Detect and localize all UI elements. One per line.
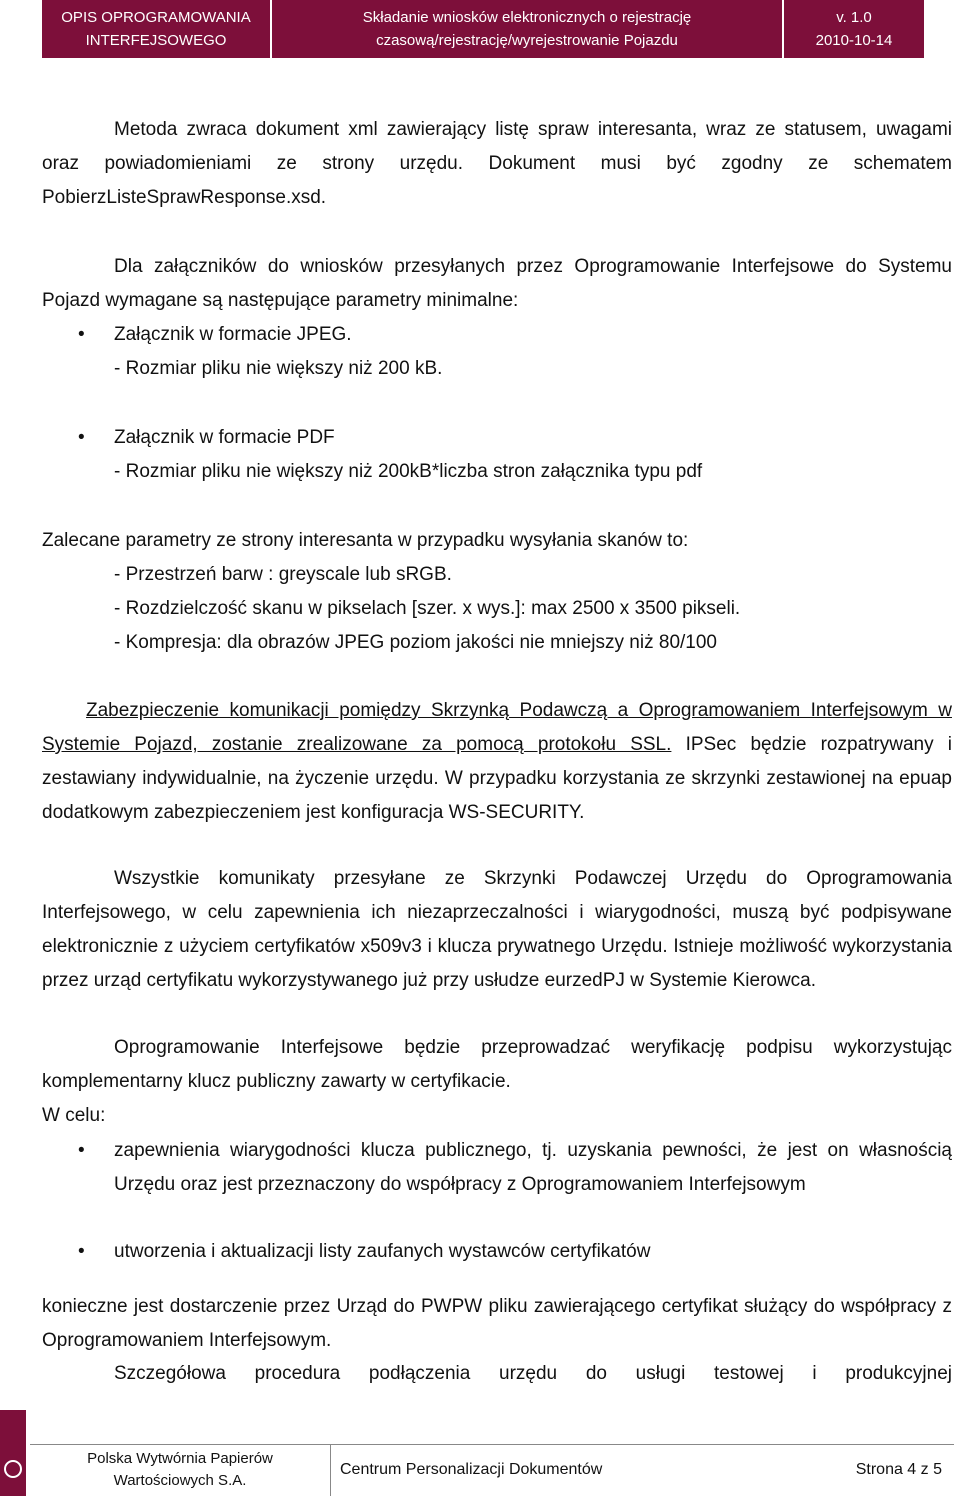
bullet-pdf-size: - Rozmiar pliku nie większy niż 200kB*liczba stron załącznika typu pdf — [114, 461, 703, 482]
bullet-icon: • — [78, 324, 85, 345]
bullet-jpeg-size: - Rozmiar pliku nie większy niż 200 kB. — [114, 358, 443, 379]
paragraph-procedure: Szczegółowa procedura podłączenia urzędu do usługi testowej i produkcyjnej — [114, 1363, 952, 1384]
scan-item: - Przestrzeń barw : greyscale lub sRGB. — [114, 564, 452, 585]
bullet-icon: • — [78, 1241, 85, 1262]
footer-department: Centrum Personalizacji Dokumentów — [340, 1461, 603, 1478]
header-version: v. 1.0 2010-10-14 — [784, 0, 924, 58]
bullet-pdf: Załącznik w formacie PDF — [114, 427, 335, 448]
scan-intro: Zalecane parametry ze strony interesanta w przypadku wysyłania skanów to: — [42, 530, 689, 551]
pwpw-logo — [0, 1410, 26, 1496]
footer-page-number: Strona 4 z 5 — [855, 1461, 942, 1478]
scan-item: - Rozdzielczość skanu w pikselach [szer. x wys.]: max 2500 x 3500 pikseli. — [114, 598, 741, 619]
paragraph-verification: Oprogramowanie Interfejsowe będzie przeprowadzać weryfikację podpisu wykorzystując komplementarny klucz publiczny zawarty w certyfikacie. — [42, 1037, 952, 1092]
header-subject: Składanie wniosków elektronicznych o rejestrację czasową/rejestrację/wyrejestrowanie Pojazdu — [272, 0, 782, 58]
header-document-title: OPIS OPROGRAMOWANIA INTERFEJSOWEGO — [42, 0, 270, 58]
paragraph-messages: Wszystkie komunikaty przesyłane ze Skrzynki Podawczej Urzędu do Oprogramowania Interfejsowego, w celu zapewnienia ich niezaprzeczalności i wiarygodności, muszą być podpisywane elektronicznie z użyciem certyfikatów x509v3 i klucza prywatnego Urzędu. Istnieje możliwość wykorzystania przez urząd certyfikatu wykorzystywanego już przy usłudze eurzedPJ w Systemie Kierowca. — [42, 868, 952, 991]
bullet-jpeg: Załącznik w formacie JPEG. — [114, 324, 352, 345]
goal-item: utworzenia i aktualizacji listy zaufanych wystawców certyfikatów — [114, 1241, 651, 1262]
paragraph-requirement: konieczne jest dostarczenie przez Urząd do PWPW pliku zawierającego certyfikat służący do współpracy z Oprogramowaniem Interfejsowym. — [42, 1296, 952, 1351]
logo-mark-icon — [4, 1460, 22, 1478]
scan-item: - Kompresja: dla obrazów JPEG poziom jakości nie mniejszy niż 80/100 — [114, 632, 717, 653]
goal-item: zapewnienia wiarygodności klucza publicznego, tj. uzyskania pewności, że jest on własnością Urzędu oraz jest przeznaczony do współpracy z Oprogramowaniem Interfejsowym — [114, 1140, 952, 1195]
paragraph-attachments: Dla załączników do wniosków przesyłanych przez Oprogramowanie Interfejsowe do Systemu Pojazd wymagane są następujące parametry minimalne: — [42, 256, 952, 311]
paragraph-method: Metoda zwraca dokument xml zawierający listę spraw interesanta, wraz ze statusem, uwagami oraz powiadomieniami ze strony urzędu. Dokument musi być zgodny ze schematem PobierzListeSprawResponse.xsd. — [42, 119, 952, 208]
bullet-icon: • — [78, 427, 85, 448]
paragraph-security: Zabezpieczenie komunikacji pomiędzy Skrzynką Podawczą a Oprogramowaniem Interfejsowym w Systemie Pojazd, zostanie zrealizowane za pomocą protokołu SSL. IPSec będzie rozpatrywany i zestawiany indywidualnie, na życzenie urzędu. W przypadku korzystania ze skrzynki zestawionej na epuap dodatkowym zabezpieczeniem jest konfiguracja WS-SECURITY. — [42, 700, 952, 823]
bullet-icon: • — [78, 1140, 85, 1161]
footer-company: Polska Wytwórnia Papierów Wartościowych S.A. — [30, 1444, 331, 1496]
goal-intro: W celu: — [42, 1105, 106, 1126]
